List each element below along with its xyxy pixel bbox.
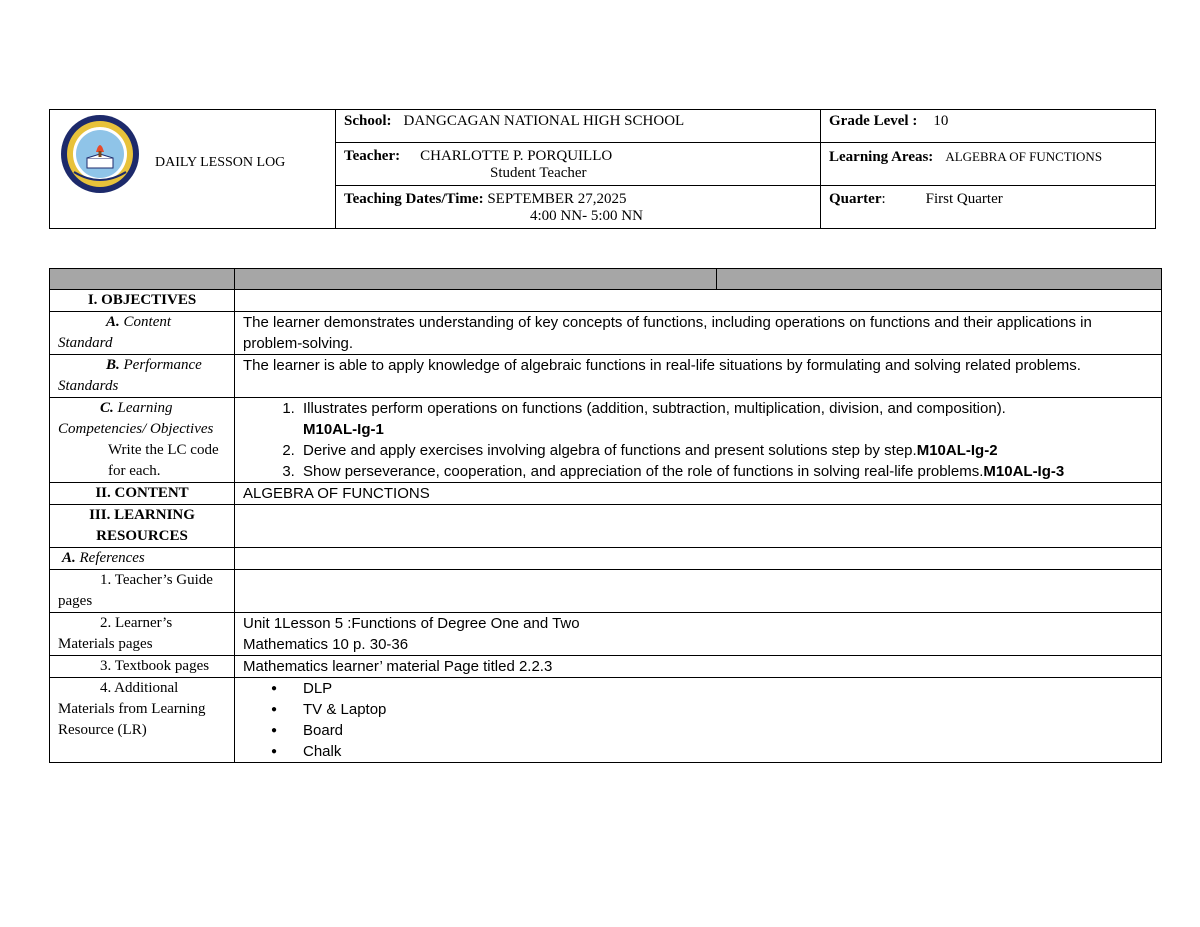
school-cell — [336, 110, 821, 143]
performance-text: Performance Standards — [58, 357, 202, 394]
lesson-table — [49, 268, 1162, 763]
table-row — [50, 290, 1162, 312]
performance-value: The learner is able to apply knowledge of algebraic functions in real-life situations by formulating and solving related problems. — [235, 355, 1162, 398]
table-row — [50, 355, 1162, 398]
date-value: SEPTEMBER 27,2025 — [487, 191, 627, 207]
teacher-label: Teacher: — [344, 148, 401, 164]
lm-label: 2. Learner’s Materials pages — [50, 613, 235, 656]
content-value: ALGEBRA OF FUNCTIONS — [235, 483, 1162, 505]
references-value — [235, 548, 1162, 570]
materials-list — [243, 678, 1153, 762]
tb-label: 3. Textbook pages — [50, 656, 235, 678]
objectives-value — [235, 290, 1162, 312]
competency-code: M10AL-Ig-2 — [916, 442, 998, 459]
header-cell — [50, 269, 235, 290]
teacher-role: Student Teacher — [490, 165, 587, 181]
competencies-letter: C. — [100, 400, 114, 416]
competency-text: Show perseverance, cooperation, and appreciation of the role of functions in solving real-life problems. — [303, 463, 984, 480]
table-row — [50, 613, 1162, 656]
lm-line-1: Unit 1Lesson 5 :Functions of Degree One and Two — [243, 615, 580, 632]
list-item — [299, 440, 1153, 461]
content-heading: II. CONTENT — [50, 483, 235, 505]
quarter-colon: : — [881, 191, 886, 207]
resources-heading: III. LEARNING RESOURCES — [50, 505, 235, 548]
teacher-cell — [336, 143, 821, 186]
quarter-value: First Quarter — [925, 191, 1003, 207]
table-row — [50, 656, 1162, 678]
area-value: ALGEBRA OF FUNCTIONS — [945, 149, 1103, 164]
tb-value: Mathematics learner’ material Page titled 2.2.3 — [235, 656, 1162, 678]
lm-line-2: Mathematics 10 p. 30-36 — [243, 636, 409, 653]
table-row — [50, 678, 1162, 763]
tg-value — [235, 570, 1162, 613]
quarter-cell — [821, 186, 1156, 229]
dates-cell — [336, 186, 821, 229]
table-row — [50, 548, 1162, 570]
references-letter: A. — [62, 550, 76, 566]
competency-code: M10AL-Ig-3 — [983, 463, 1065, 480]
additional-label: 4. Additional Materials from Learning Resource (LR) — [50, 678, 235, 763]
table-row — [50, 483, 1162, 505]
competency-text: Derive and apply exercises involving algebra of functions and present solutions step by step. — [303, 442, 917, 459]
content-standard-label — [50, 312, 235, 355]
list-item — [299, 461, 1153, 482]
competencies-value — [235, 398, 1162, 483]
dates-label: Teaching Dates/Time: — [344, 191, 484, 207]
grade-value: 10 — [933, 113, 949, 129]
competencies-list — [243, 398, 1153, 482]
logo-cell — [50, 110, 336, 229]
grade-label: Grade Level : — [829, 113, 918, 129]
table-row — [50, 570, 1162, 613]
header-table — [49, 109, 1156, 229]
resources-value — [235, 505, 1162, 548]
performance-letter: B. — [106, 357, 120, 373]
table-header-row — [50, 269, 1162, 290]
school-seal-icon — [60, 114, 140, 194]
school-value: DANGCAGAN NATIONAL HIGH SCHOOL — [403, 113, 685, 129]
references-label — [50, 548, 235, 570]
time-value: 4:00 NN- 5:00 NN — [530, 208, 643, 224]
quarter-label: Quarter — [829, 191, 882, 207]
grade-cell — [821, 110, 1156, 143]
table-row — [50, 312, 1162, 355]
table-row — [50, 505, 1162, 548]
competencies-text: Learning Competencies/ Objectives — [58, 400, 214, 437]
objectives-heading: I. OBJECTIVES — [50, 290, 235, 312]
area-label: Learning Areas: — [829, 149, 934, 165]
competencies-label — [50, 398, 235, 483]
header-cell — [235, 269, 717, 290]
content-standard-letter: A. — [106, 314, 120, 330]
list-item: ● TV & Laptop — [299, 699, 1153, 720]
references-text: References — [79, 550, 145, 566]
list-item: ● DLP — [299, 678, 1153, 699]
additional-value — [235, 678, 1162, 763]
school-label: School: — [344, 113, 392, 129]
header-cell — [717, 269, 1162, 290]
area-cell — [821, 143, 1156, 186]
teacher-value: CHARLOTTE P. PORQUILLO — [420, 148, 613, 164]
tg-label: 1. Teacher’s Guide pages — [50, 570, 235, 613]
list-item — [299, 398, 1153, 440]
list-item: ● Chalk — [299, 741, 1153, 762]
lm-value — [235, 613, 1162, 656]
table-row — [50, 398, 1162, 483]
content-standard-text: Content Standard — [58, 314, 172, 351]
list-item: ● Board — [299, 720, 1153, 741]
competencies-note: Write the LC code for each. — [108, 442, 219, 479]
document-title: DAILY LESSON LOG — [155, 155, 286, 170]
competency-text: Illustrates perform operations on functions (addition, subtraction, multiplication, division, and composition). — [303, 400, 1006, 417]
performance-label — [50, 355, 235, 398]
competency-code: M10AL-Ig-1 — [303, 421, 384, 438]
content-standard-value: The learner demonstrates understanding of key concepts of functions, including operations on functions and their applications in problem-solving. — [235, 312, 1162, 355]
